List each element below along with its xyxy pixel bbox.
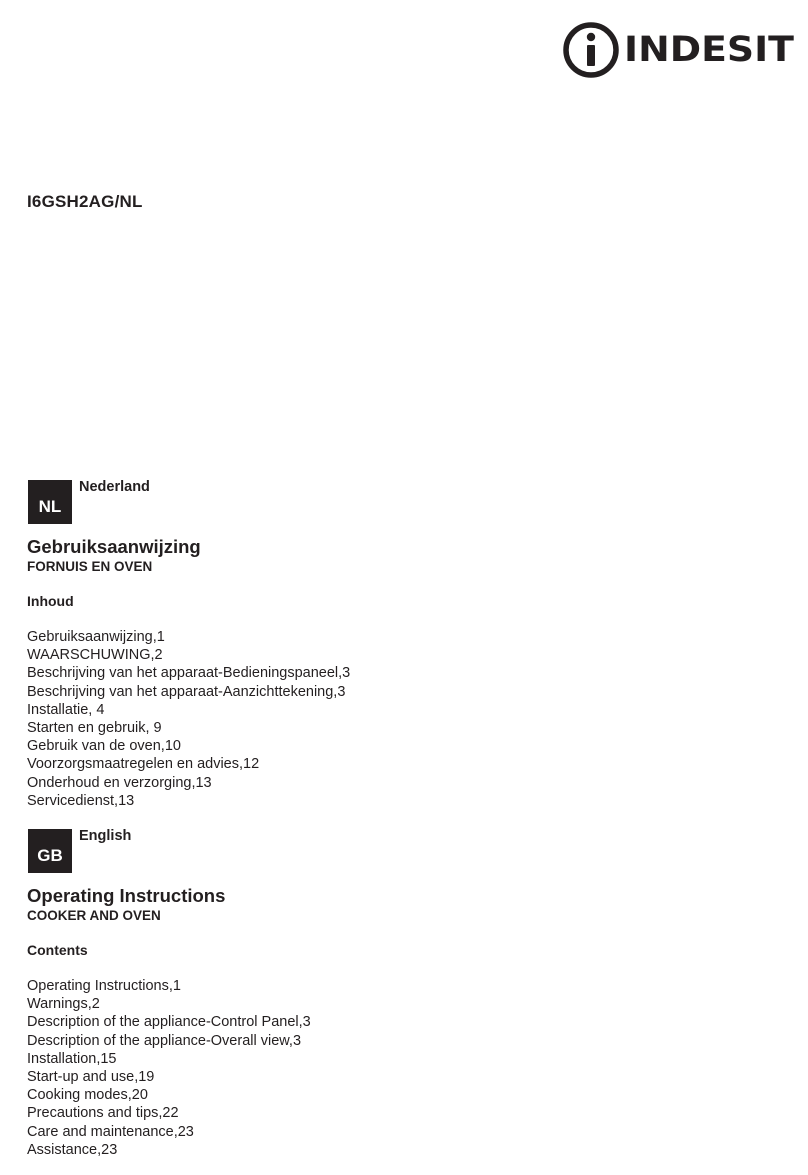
section-nl: [27, 480, 350, 826]
language-name: English: [79, 828, 132, 844]
toc-item: Installation,15: [27, 1050, 117, 1067]
toc-item: Precautions and tips,22: [27, 1105, 179, 1122]
toc-item: Assistance,23: [27, 1141, 118, 1158]
toc-item: Warnings,2: [27, 996, 100, 1013]
toc-item: Description of the appliance-Overall view,3: [27, 1032, 302, 1049]
toc-item: Starten en gebruik, 9: [27, 720, 162, 737]
language-name: Nederland: [79, 479, 150, 495]
table-of-contents: [27, 977, 311, 1159]
contents-heading: Contents: [27, 942, 88, 958]
language-code-badge: NL: [28, 480, 72, 524]
brand-logo: [562, 18, 794, 82]
toc-item: Care and maintenance,23: [27, 1123, 194, 1140]
toc-item: Cooking modes,20: [27, 1087, 148, 1104]
manual-subtitle: COOKER AND OVEN: [27, 908, 161, 923]
toc-item: Installatie, 4: [27, 701, 105, 718]
toc-item: Start-up and use,19: [27, 1069, 155, 1086]
language-code-badge: GB: [28, 829, 72, 873]
brand-name: INDESIT: [624, 29, 794, 70]
model-number: I6GSH2AG/NL: [27, 192, 143, 211]
toc-item: Onderhoud en verzorging,13: [27, 774, 212, 791]
toc-item: Servicedienst,13: [27, 792, 135, 809]
manual-subtitle: FORNUIS EN OVEN: [27, 559, 153, 574]
toc-item: Voorzorgsmaatregelen en advies,12: [27, 756, 260, 773]
toc-item: Description of the appliance-Control Panel,3: [27, 1014, 311, 1031]
toc-item: WAARSCHUWING,2: [27, 647, 163, 664]
toc-item: Beschrijving van het apparaat-Aanzichttekening,3: [27, 683, 346, 700]
toc-item: Gebruiksaanwijzing,1: [27, 629, 165, 645]
manual-title: Operating Instructions: [27, 885, 226, 906]
language-header: [27, 829, 311, 873]
toc-item: Operating Instructions,1: [27, 978, 181, 994]
toc-item: Beschrijving van het apparaat-Bedieningspaneel,3: [27, 665, 351, 682]
toc-item: Gebruik van de oven,10: [27, 738, 181, 755]
contents-heading: Inhoud: [27, 593, 74, 609]
table-of-contents: [27, 628, 350, 810]
language-header: [27, 480, 350, 524]
manual-title: Gebruiksaanwijzing: [27, 536, 201, 557]
section-gb: [27, 829, 311, 1175]
indesit-logo-icon: [562, 21, 620, 79]
